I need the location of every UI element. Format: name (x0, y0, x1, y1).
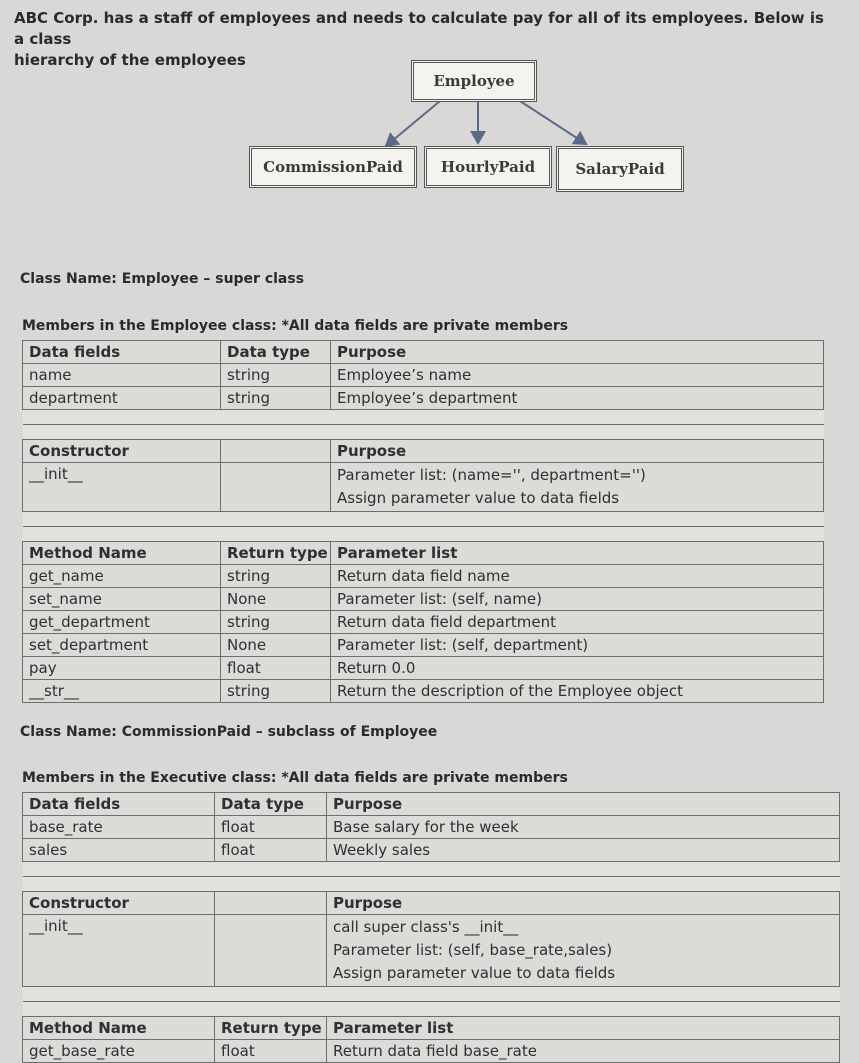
field-type: string (221, 364, 331, 387)
field-purpose: Employee’s department (331, 387, 824, 410)
method-return: None (221, 588, 331, 611)
method-name: set_department (23, 634, 221, 657)
field-type: float (215, 839, 327, 862)
employee-class-heading: Class Name: Employee – super class (20, 271, 305, 287)
arrow-to-commissionpaid (386, 101, 440, 146)
table-row (23, 680, 824, 703)
table-row (23, 611, 824, 634)
commission-methods-header (23, 1017, 840, 1040)
method-return: string (221, 680, 331, 703)
salarypaid-class-box: SalaryPaid (556, 146, 684, 192)
header-cell: Purpose (327, 892, 840, 915)
header-cell: Constructor (23, 892, 215, 915)
method-return: float (221, 657, 331, 680)
table-row (23, 565, 824, 588)
method-return: string (221, 611, 331, 634)
header-cell: Return type (221, 542, 331, 565)
table-row (23, 588, 824, 611)
method-params: Return data field department (331, 611, 824, 634)
field-name: sales (23, 839, 215, 862)
purpose-line: Assign parameter value to data fields (333, 964, 616, 982)
method-params: Parameter list: (self, name) (331, 588, 824, 611)
method-return: string (221, 565, 331, 588)
purpose-line: Parameter list: (name='', department='') (337, 466, 646, 484)
table-row (23, 364, 824, 387)
table-row (23, 839, 840, 862)
header-cell: Purpose (331, 440, 824, 463)
header-cell: Data fields (23, 341, 221, 364)
header-cell: Parameter list (327, 1017, 840, 1040)
constructor-row (23, 915, 840, 987)
spacer-row (23, 862, 840, 877)
constructor-row (23, 463, 824, 512)
constructor-name: __init__ (23, 463, 221, 512)
table-row (23, 387, 824, 410)
arrow-to-salarypaid (520, 101, 586, 144)
commission-class-heading: Class Name: CommissionPaid – subclass of Employee (20, 724, 438, 740)
constructor-purpose (331, 463, 824, 512)
empty-cell (221, 463, 331, 512)
field-purpose: Employee’s name (331, 364, 824, 387)
commission-members-table (22, 792, 840, 1063)
header-cell: Purpose (331, 341, 824, 364)
spacer-row (23, 877, 840, 892)
commission-constructor-header (23, 892, 840, 915)
employee-members-heading: Members in the Employee class: *All data fields are private members (22, 318, 569, 334)
field-type: string (221, 387, 331, 410)
employee-members-table (22, 340, 824, 703)
header-cell: Method Name (23, 542, 221, 565)
spacer-row (23, 987, 840, 1002)
field-purpose: Base salary for the week (327, 816, 840, 839)
method-params: Return the description of the Employee object (331, 680, 824, 703)
employee-fields-header (23, 341, 824, 364)
spacer-row (23, 1002, 840, 1017)
intro-line-2: hierarchy of the employees (14, 51, 246, 69)
method-return: float (215, 1040, 327, 1063)
method-name: pay (23, 657, 221, 680)
intro-line-1: ABC Corp. has a staff of employees and needs to calculate pay for all of its employees. Below is a class (14, 9, 824, 48)
method-params: Return 0.0 (331, 657, 824, 680)
method-params: Parameter list: (self, department) (331, 634, 824, 657)
header-cell: Purpose (327, 793, 840, 816)
header-cell: Return type (215, 1017, 327, 1040)
constructor-purpose (327, 915, 840, 987)
method-name: get_base_rate (23, 1040, 215, 1063)
table-row (23, 634, 824, 657)
commission-members-heading: Members in the Executive class: *All data fields are private members (22, 770, 568, 786)
table-row (23, 816, 840, 839)
employee-constructor-header (23, 440, 824, 463)
header-cell: Data fields (23, 793, 215, 816)
spacer-row (23, 425, 824, 440)
field-purpose: Weekly sales (327, 839, 840, 862)
header-cell: Parameter list (331, 542, 824, 565)
method-name: get_department (23, 611, 221, 634)
header-cell: Data type (215, 793, 327, 816)
field-name: base_rate (23, 816, 215, 839)
field-type: float (215, 816, 327, 839)
header-cell (215, 892, 327, 915)
method-params: Return data field name (331, 565, 824, 588)
constructor-name: __init__ (23, 915, 215, 987)
header-cell: Data type (221, 341, 331, 364)
spacer-row (23, 512, 824, 527)
method-params: Return data field base_rate (327, 1040, 840, 1063)
purpose-line: Parameter list: (self, base_rate,sales) (333, 941, 613, 959)
table-row (23, 1040, 840, 1063)
table-row (23, 657, 824, 680)
purpose-line: call super class's __init__ (333, 918, 519, 936)
commissionpaid-class-box: CommissionPaid (249, 146, 417, 188)
field-name: department (23, 387, 221, 410)
commission-fields-header (23, 793, 840, 816)
method-name: get_name (23, 565, 221, 588)
empty-cell (215, 915, 327, 987)
method-name: __str__ (23, 680, 221, 703)
header-cell: Method Name (23, 1017, 215, 1040)
field-name: name (23, 364, 221, 387)
employee-methods-header (23, 542, 824, 565)
hourlypaid-class-box: HourlyPaid (424, 146, 552, 188)
method-name: set_name (23, 588, 221, 611)
header-cell: Constructor (23, 440, 221, 463)
spacer-row (23, 527, 824, 542)
header-cell (221, 440, 331, 463)
spacer-row (23, 410, 824, 425)
method-return: None (221, 634, 331, 657)
employee-class-box: Employee (411, 60, 537, 102)
purpose-line: Assign parameter value to data fields (337, 489, 620, 507)
